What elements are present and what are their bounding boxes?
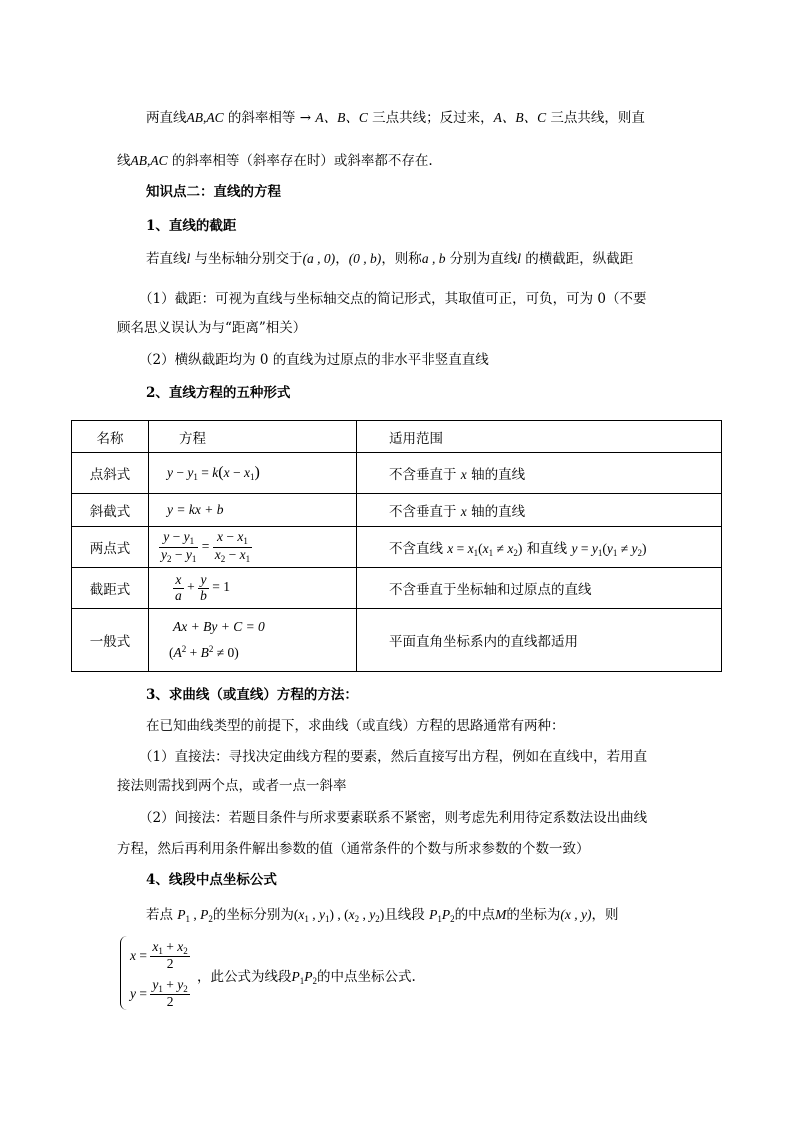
math: = [453,540,468,556]
math: y [369,907,376,922]
math: 1 [488,547,494,558]
row-scope: 不含垂直于坐标轴和过原点的直线 [357,568,722,609]
text: 的横截距，纵截距 [521,251,634,267]
math: ) , ( [329,907,349,922]
math: ( [218,464,224,481]
math: A、B、C [315,110,368,125]
math: 1 [437,914,442,924]
math: P [441,907,451,922]
row-scope [357,494,722,527]
math-fraction: $\frac{x}{a}$ [175,572,182,603]
math: x [460,467,467,482]
s3-intro: 在已知曲线类型的前提下，求曲线（或直线）方程的思路通常有两种： [146,718,565,734]
math: ( [293,907,299,922]
math-fraction: $\frac{y - y_1}{y_2 - y_1}$ [161,529,197,564]
text: 的斜率相等 → [223,110,316,126]
s3-method-1-line-2: 接法则需找到两个点，或者一点一斜率 [117,778,347,794]
text: 的坐标分别为 [212,907,294,923]
s4-midpoint-text [146,903,618,924]
table-row [72,527,722,568]
text: 的坐标为 [506,907,561,923]
text: , [147,153,151,168]
formula-x: x = $\frac{x_1 + x_2}{2}$ [130,939,188,972]
collinear-line-2 [117,149,433,169]
formula-y: y = $\frac{y_1 + y_2}{2}$ [130,977,188,1010]
math: − [229,465,244,480]
text: 轴的直线 [466,504,526,520]
text: 若直线 [146,251,187,267]
math: , [190,907,201,922]
s3-method-2-line-1: （2）间接法：若题目条件与所求要素联系不紧密，则考虑先利用待定系数法设出曲线 [139,810,648,826]
header-name: 名称 [72,421,149,453]
text: 线 [117,153,131,169]
math-line: Ax + By + C = 0 [173,618,265,634]
math: y [187,465,194,480]
math: x [482,540,489,556]
math: M [495,907,507,922]
row-equation [149,568,357,609]
math: AB [186,110,203,125]
math: (a , 0) [302,251,336,266]
row-name: 两点式 [72,527,149,568]
math: 2 [375,914,380,924]
math: 1 [193,472,198,482]
math: 2 [208,914,213,924]
header-equation: 方程 [149,421,357,453]
math: = 1 [208,579,230,595]
math: 1 [325,914,330,924]
row-name: 点斜式 [72,453,149,494]
math: ≠ [617,540,632,556]
s3-method-2-line-2: 方程，然后再利用条件解出参数的值（通常条件的个数与所求参数的个数一致） [117,841,590,857]
math: P [177,907,186,922]
row-equation [149,453,357,494]
math-line: $(A^2 + B^2 \ne 0)$ [169,643,239,660]
math-fraction: $\frac{x - x_1}{x_2 - x_1}$ [214,529,251,564]
math: AB [130,153,147,168]
math: = [197,465,213,480]
math: 2 [312,976,317,986]
math: y [606,540,613,556]
math: ( [602,540,607,556]
text: ，此公式为线段 [197,969,292,985]
text: 不含垂直于 [389,504,461,520]
math: (0 , b) [348,251,382,266]
line-forms-table [71,420,722,672]
math: ≠ [493,540,508,556]
math: y [571,540,578,556]
math: A、B、C [493,110,547,125]
math: ( [478,540,483,556]
math: ) [254,464,260,481]
text: 和直线 [522,540,572,557]
row-name: 截距式 [72,568,149,609]
text: 分别为直线 [445,251,518,267]
s1-note-1-line-2: 顾名思义误认为与“距离”相关） [117,320,307,336]
row-scope: 平面直角坐标系内的直线都适用 [357,609,722,672]
kp2-heading: 知识点二：直线的方程 [146,184,281,200]
table-row [72,494,722,527]
s4-heading: 4、线段中点坐标公式 [146,872,277,888]
math: ) [517,540,523,556]
math-fraction: $\frac{y_1 + y_2}{2}$ [152,977,188,1010]
table-row [72,568,722,609]
s1-intercept-def [146,247,633,267]
text: ，则称 [381,251,422,267]
math: k [212,465,219,480]
text: 的中点坐标公式. [317,969,416,985]
math: AC [150,153,168,168]
header-scope: 适用范围 [357,421,722,453]
text: 的中点 [454,907,496,923]
math: y [167,465,173,480]
text: ，则 [591,907,619,923]
math: x [348,907,355,922]
text: 三点共线，则直 [546,110,645,126]
text: 三点共线；反过来， [367,110,494,126]
row-equation [149,609,357,672]
table-row [72,609,722,672]
math: a , b [421,251,446,266]
math: l [517,251,521,266]
s3-heading: 3、求曲线（或直线）方程的方法： [146,687,358,703]
math: ) [379,907,385,922]
text: 的斜率相等（斜率存在时）或斜率都不存在. [167,153,433,169]
s3-method-1-line-1: （1）直接法：寻找决定曲线方程的要素，然后直接写出方程，例如在直线中，若用直 [139,749,648,765]
math: 1 [249,472,255,482]
math: 1 [473,547,479,558]
math: 2 [450,914,455,924]
math: x [460,504,467,519]
text: , [203,110,207,125]
text: 轴的直线 [466,467,526,483]
s2-heading: 2、直线方程的五种形式 [146,385,291,401]
math: ) [641,540,647,556]
text: 且线段 [384,907,425,923]
text: 不含垂直于 [389,467,461,483]
math: (x , y) [560,907,592,922]
math: x [298,907,305,922]
math: x [507,540,514,556]
math: 1 [304,914,309,924]
collinear-line-1 [146,106,645,126]
row-scope [357,527,722,568]
math: x [467,540,474,556]
s1-note-2: （2）横纵截距均为 0 的直线为过原点的非水平非竖直直线 [139,352,489,368]
math: − [173,465,188,480]
row-equation [149,527,357,568]
row-equation: y = kx + b [149,494,357,527]
left-brace [120,936,129,1010]
s1-note-1-line-1: （1）截距：可视为直线与坐标轴交点的简记形式，其取值可正，可负，可为 0（不要 [139,291,647,307]
text: 与坐标轴分别交于 [190,251,303,267]
math-fraction: $\frac{x_1 + x_2}{2}$ [152,939,188,972]
text: 两直线 [146,110,187,126]
math: x [223,465,230,480]
table-row [72,453,722,494]
text: ， [335,251,349,267]
math: AC [206,110,224,125]
math: + [183,579,199,595]
math: 1 [185,914,191,924]
math: 1 [612,547,618,558]
math: , [308,907,320,922]
math: = [198,538,213,554]
math: P [200,907,209,922]
math: P [429,907,438,922]
math: P [291,969,300,984]
row-name: 斜截式 [72,494,149,527]
text: 不含直线 [389,540,448,557]
math: y [591,540,598,556]
math: 2 [354,914,360,924]
math: , [359,907,370,922]
table-header-row [72,421,722,453]
math: 2 [637,547,642,558]
math: = [577,540,592,556]
math: 1 [299,976,305,986]
math-fraction: $\frac{y}{b}$ [200,572,207,603]
row-name: 一般式 [72,609,149,672]
text: 若点 [146,907,173,923]
math: y [319,907,326,922]
row-scope [357,453,722,494]
math: P [304,969,313,984]
math: x [243,465,250,480]
math: 1 [597,547,603,558]
math: x [447,540,454,556]
math: y [631,540,638,556]
formula-caption [197,965,416,986]
math: l [186,251,191,266]
math: 2 [513,547,518,558]
s1-heading: 1、直线的截距 [146,218,237,234]
